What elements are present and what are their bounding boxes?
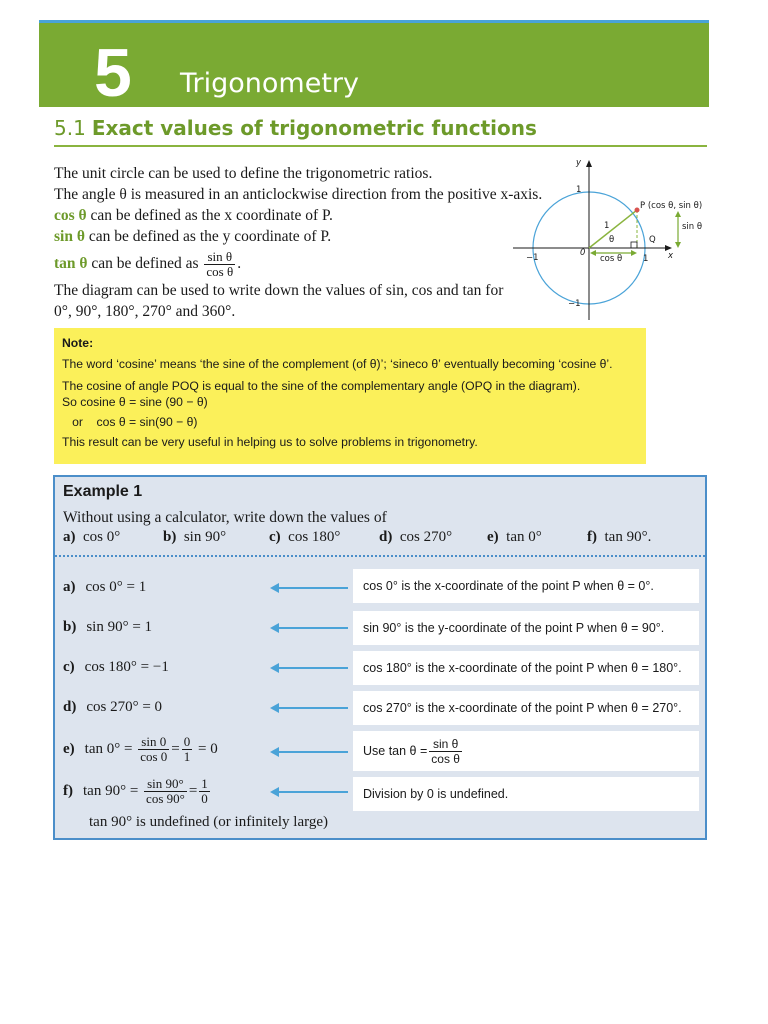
tan-definition: tan θ can be defined as $\frac{\text{sin θ}}{\text{cos θ}}$ . [54, 249, 242, 279]
answer-f-note: tan 90° is undefined (or infinitely large) [89, 814, 328, 830]
sin-arrow-head-bottom [675, 242, 681, 248]
example-part: c) cos 180° [269, 529, 341, 545]
example-part: f) tan 90°. [587, 529, 652, 545]
example-part: e) tan 0° [487, 529, 542, 545]
sin-rest: can be defined as the y coordinate of P. [84, 228, 332, 245]
fraction: $\frac{0}{1}$ [183, 734, 191, 764]
right-angle-mark [631, 242, 637, 248]
fraction: $\frac{\text{sin θ}}{\text{cos θ}}$ [431, 736, 460, 766]
intro-line: The unit circle can be used to define the trigonometric ratios. [54, 165, 433, 182]
tan-term: tan θ [54, 255, 88, 273]
cos-theta-label: cos θ [600, 254, 623, 264]
answer-a: a) cos 0° = 1 [63, 579, 147, 595]
note-line: This result can be very useful in helping us to solve problems in trigonometry. [62, 435, 478, 449]
cos-arrow-tail [590, 250, 596, 256]
note-paragraph: The cosine of angle POQ is equal to the sine of the complementary angle (OPQ in the diagram). [62, 379, 581, 393]
sin-theta-label: sin θ [682, 222, 703, 232]
tick-label-pos-x: 1 [643, 254, 649, 264]
unit-circle-diagram [508, 155, 708, 325]
note-title: Note: [62, 336, 94, 350]
fraction: $\frac{\sin 0}{\cos 0}$ [140, 734, 168, 764]
intro-line: The diagram can be used to write down the values of sin, cos and tan for [54, 282, 504, 299]
note-line: or cos θ = sin(90 − θ) [62, 415, 198, 429]
explain-e: Use tan θ = $\frac{\text{sin θ}}{\text{cos θ}}$ [353, 731, 699, 771]
dotted-separator [55, 555, 705, 557]
intro-line: The angle θ is measured in an anticlockwise direction from the positive x-axis. [54, 186, 543, 203]
tick-label-neg-y: −1 [568, 299, 581, 309]
arrow-c [270, 663, 348, 673]
point-p [635, 208, 640, 213]
example-part: a) cos 0° [63, 529, 121, 545]
example-prompt: Without using a calculator, write down the values of [63, 509, 387, 526]
example-title: Example 1 [63, 483, 143, 500]
note-paragraph: The word ‘cosine’ means ‘the sine of the complement (of θ)’; ‘sineco θ’ eventually becoming ‘cosine θ’. [62, 357, 613, 371]
angle-label: θ [609, 235, 615, 245]
q-label: Q [649, 235, 656, 245]
cos-definition [54, 205, 542, 226]
example-part: b) sin 90° [163, 529, 227, 545]
y-axis-label: y [576, 158, 582, 168]
origin-label: 0 [580, 248, 586, 258]
sin-term: sin θ [54, 228, 85, 245]
tan-rest: can be defined as [87, 255, 203, 273]
arrow-e [270, 747, 348, 757]
sin-definition [54, 226, 542, 247]
explain-b: sin 90° is the y-coordinate of the point P when θ = 90°. [353, 611, 699, 645]
fraction: $\frac{\sin 90^\circ}{\cos 90^\circ}$ [146, 776, 185, 806]
cos-rest: can be defined as the x coordinate of P. [86, 207, 333, 224]
arrow-d [270, 703, 348, 713]
tick-label-neg-x: −1 [526, 253, 539, 263]
arrow-b [270, 623, 348, 633]
section-number: 5.1 [54, 116, 86, 140]
cos-arrow-head [631, 250, 637, 256]
arrow-a [270, 583, 348, 593]
note-box [54, 328, 646, 464]
answer-e: e) tan 0° = $\frac{\sin 0}{\cos 0}$ = $\frac{0}{1}$ = 0 [63, 734, 218, 764]
explain-a: cos 0° is the x-coordinate of the point P when θ = 0°. [353, 569, 699, 603]
answer-c: c) cos 180° = −1 [63, 659, 169, 675]
intro-text [54, 163, 542, 322]
section-rule [54, 145, 707, 147]
chapter-title: Trigonometry [180, 68, 359, 99]
answer-d: d) cos 270° = 0 [63, 699, 163, 715]
note-line: So cosine θ = sine (90 − θ) [62, 395, 208, 409]
sin-arrow-head-top [675, 211, 681, 217]
arrow-f [270, 787, 348, 797]
answer-b: b) sin 90° = 1 [63, 619, 153, 635]
answer-f: f) tan 90° = $\frac{\sin 90^\circ}{\cos 90^\circ}$ = $\frac{1}{0}$ [63, 776, 208, 806]
tan-fraction: $\frac{\text{sin θ}}{\text{cos θ}}$ [206, 249, 234, 279]
cos-term: cos θ [54, 207, 87, 224]
radius-label: 1 [604, 221, 610, 231]
y-axis-arrow [586, 160, 592, 167]
section-title: Exact values of trigonometric functions [91, 116, 537, 140]
example-part: d) cos 270° [379, 529, 453, 545]
explain-c: cos 180° is the x-coordinate of the point P when θ = 180°. [353, 651, 699, 685]
tick-label-pos-y: 1 [576, 185, 582, 195]
example-box [53, 475, 707, 840]
explain-d: cos 270° is the x-coordinate of the point P when θ = 270°. [353, 691, 699, 725]
section-heading [54, 116, 537, 140]
chapter-number: 5 [94, 35, 132, 111]
fraction: $\frac{1}{0}$ [201, 776, 208, 806]
x-axis-label: x [668, 251, 674, 261]
explain-f: Division by 0 is undefined. [353, 777, 699, 811]
point-p-label: P (cos θ, sin θ) [640, 201, 703, 211]
intro-line: 0°, 90°, 180°, 270° and 360°. [54, 303, 236, 320]
chapter-banner [39, 23, 709, 111]
